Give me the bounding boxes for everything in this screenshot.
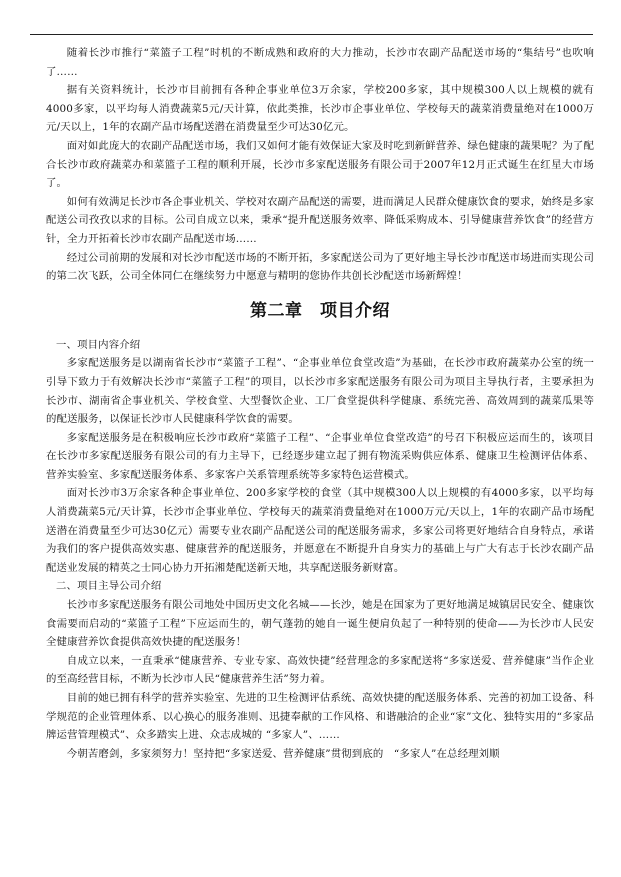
section-heading-2: 二、项目主导公司介绍 [56, 580, 162, 593]
intro-paragraph-2: 据有关资料统计，长沙市目前拥有各种企事业单位3万余家，学校200多家，其中规模300人以上规模的就有4000多家，以平均每人消费蔬菜5元/天计算，依此类推，长沙市企事业单位、学校每天的蔬菜消费量绝对在1000万元/天以上，1年的农副产品市场配送潜在消费量至少可达30亿元。 [46, 84, 594, 134]
intro-paragraph-3: 面对如此庞大的农副产品配送市场，我们又如何才能有效保证大家及时吃到新鲜营养、绿色健康的蔬果呢？为了配合长沙市政府蔬菜办和菜篮子工程的顺利开展，长沙市多家配送服务有限公司于2007年12月正式诞生在红星大市场了。 [46, 139, 594, 190]
header-rule [30, 34, 593, 35]
section2-paragraph-1: 长沙市多家配送服务有限公司地处中国历史文化名城——长沙，她是在国家为了更好地满足城镇居民安全、健康饮食需要而启动的“菜篮子工程”下应运而生的，朝气蓬勃的她自一诞生便肩负起了一种特别的使命——为长沙市人民安全健康营养饮食提供高效快捷的配送服务！ [46, 599, 594, 649]
intro-paragraph-4: 如何有效满足长沙市各企事业机关、学校对农副产品配送的需要，进而满足人民群众健康饮食的要求，始终是多家配送公司孜孜以求的目标。公司自成立以来，秉承“提升配送服务效率、降低采购成本、引导健康营养饮食”的经营方针，全力开拓着长沙市农副产品配送市场…… [46, 195, 594, 245]
document-body [46, 44, 594, 763]
section1-paragraph-2: 多家配送服务是在积极响应长沙市政府“菜篮子工程”、“企事业单位食堂改造”的号召下积极应运而生的，该项目在长沙市多家配送服务有限公司的有力主导下，已经逐步建立起了拥有物流采购供应体系、健康卫生检测评估体系、营养实验室、多家配送服务体系、多家客户关系管理系统等多家特色运营模式。 [46, 431, 594, 481]
intro-paragraph-1: 随着长沙市推行“菜篮子工程”时机的不断成熟和政府的大力推动，长沙市农副产品配送市场的“集结号”也吹响了…… [46, 47, 594, 78]
section2-paragraph-3: 目前的她已拥有科学的营养实验室、先进的卫生检测评估系统、高效快捷的配送服务体系、完善的初加工设备、科学规范的企业管理体系、以心换心的服务准则、迅捷奉献的工作风格、和谐融洽的企业“家”文化、独特实用的“多家品牌运营管理模式”、众多踏实上进、众志成城的 “多家人”、…… [46, 692, 594, 742]
section1-paragraph-1: 多家配送服务是以湖南省长沙市“菜篮子工程”、“企事业单位食堂改造”为基础，在长沙市政府蔬菜办公室的统一引导下致力于有效解决长沙市“菜篮子工程”的项目，以长沙市多家配送服务有限公司为项目主导执行者，主要承担为长沙市、湖南省企事业机关、学校食堂、大型餐饮企业、工厂食堂提供科学健康、系统完善、高效周到的蔬菜瓜果等的配送服务，以保证长沙市人民健康科学饮食的需要。 [46, 357, 594, 426]
section1-paragraph-3: 面对长沙市3万余家各种企事业单位、200多家学校的食堂（其中规模300人以上规模的有4000多家，以平均每人消费蔬菜5元/天计算，长沙市企事业单位、学校每天的蔬菜消费量绝对在1000万元/天以上，1年的农副产品市场配送潜在消费量至少可达30亿元）需要专业农副产品配送公司的配送服务需求，多家公司将更好地结合自身特点，承诺为我们的客户提供高效实惠、健康营养的配送服务，并愿意在不断提升自身实力的基础上与广大有志于长沙农副产品配送业发展的精英之士同心协力开拓湘楚配送新天地，共享配送服务新财富。 [46, 487, 594, 574]
section-heading-1: 一、项目内容介绍 [56, 338, 141, 351]
section2-paragraph-2: 自成立以来，一直秉承“健康营养、专业专家、高效快捷”经营理念的多家配送将“多家送爱、营养健康”当作企业的至高经营目标，不断为长沙市人民“健康营养生活”努力着。 [46, 654, 594, 686]
intro-paragraph-5: 经过公司前期的发展和对长沙市配送市场的不断开拓，多家配送公司为了更好地主导长沙市配送市场进而实现公司的第二次飞跃，公司全体同仁在继续努力中愿意与精明的您协作共创长沙配送市场新辉煌！ [46, 251, 594, 283]
chapter-title: 第二章 项目介绍 [250, 300, 390, 321]
section2-paragraph-4: 今朝苦磨剑，多家须努力！坚持把“多家送爱、营养健康”贯彻到底的 “多家人”在总经理刘顺 [66, 747, 500, 760]
